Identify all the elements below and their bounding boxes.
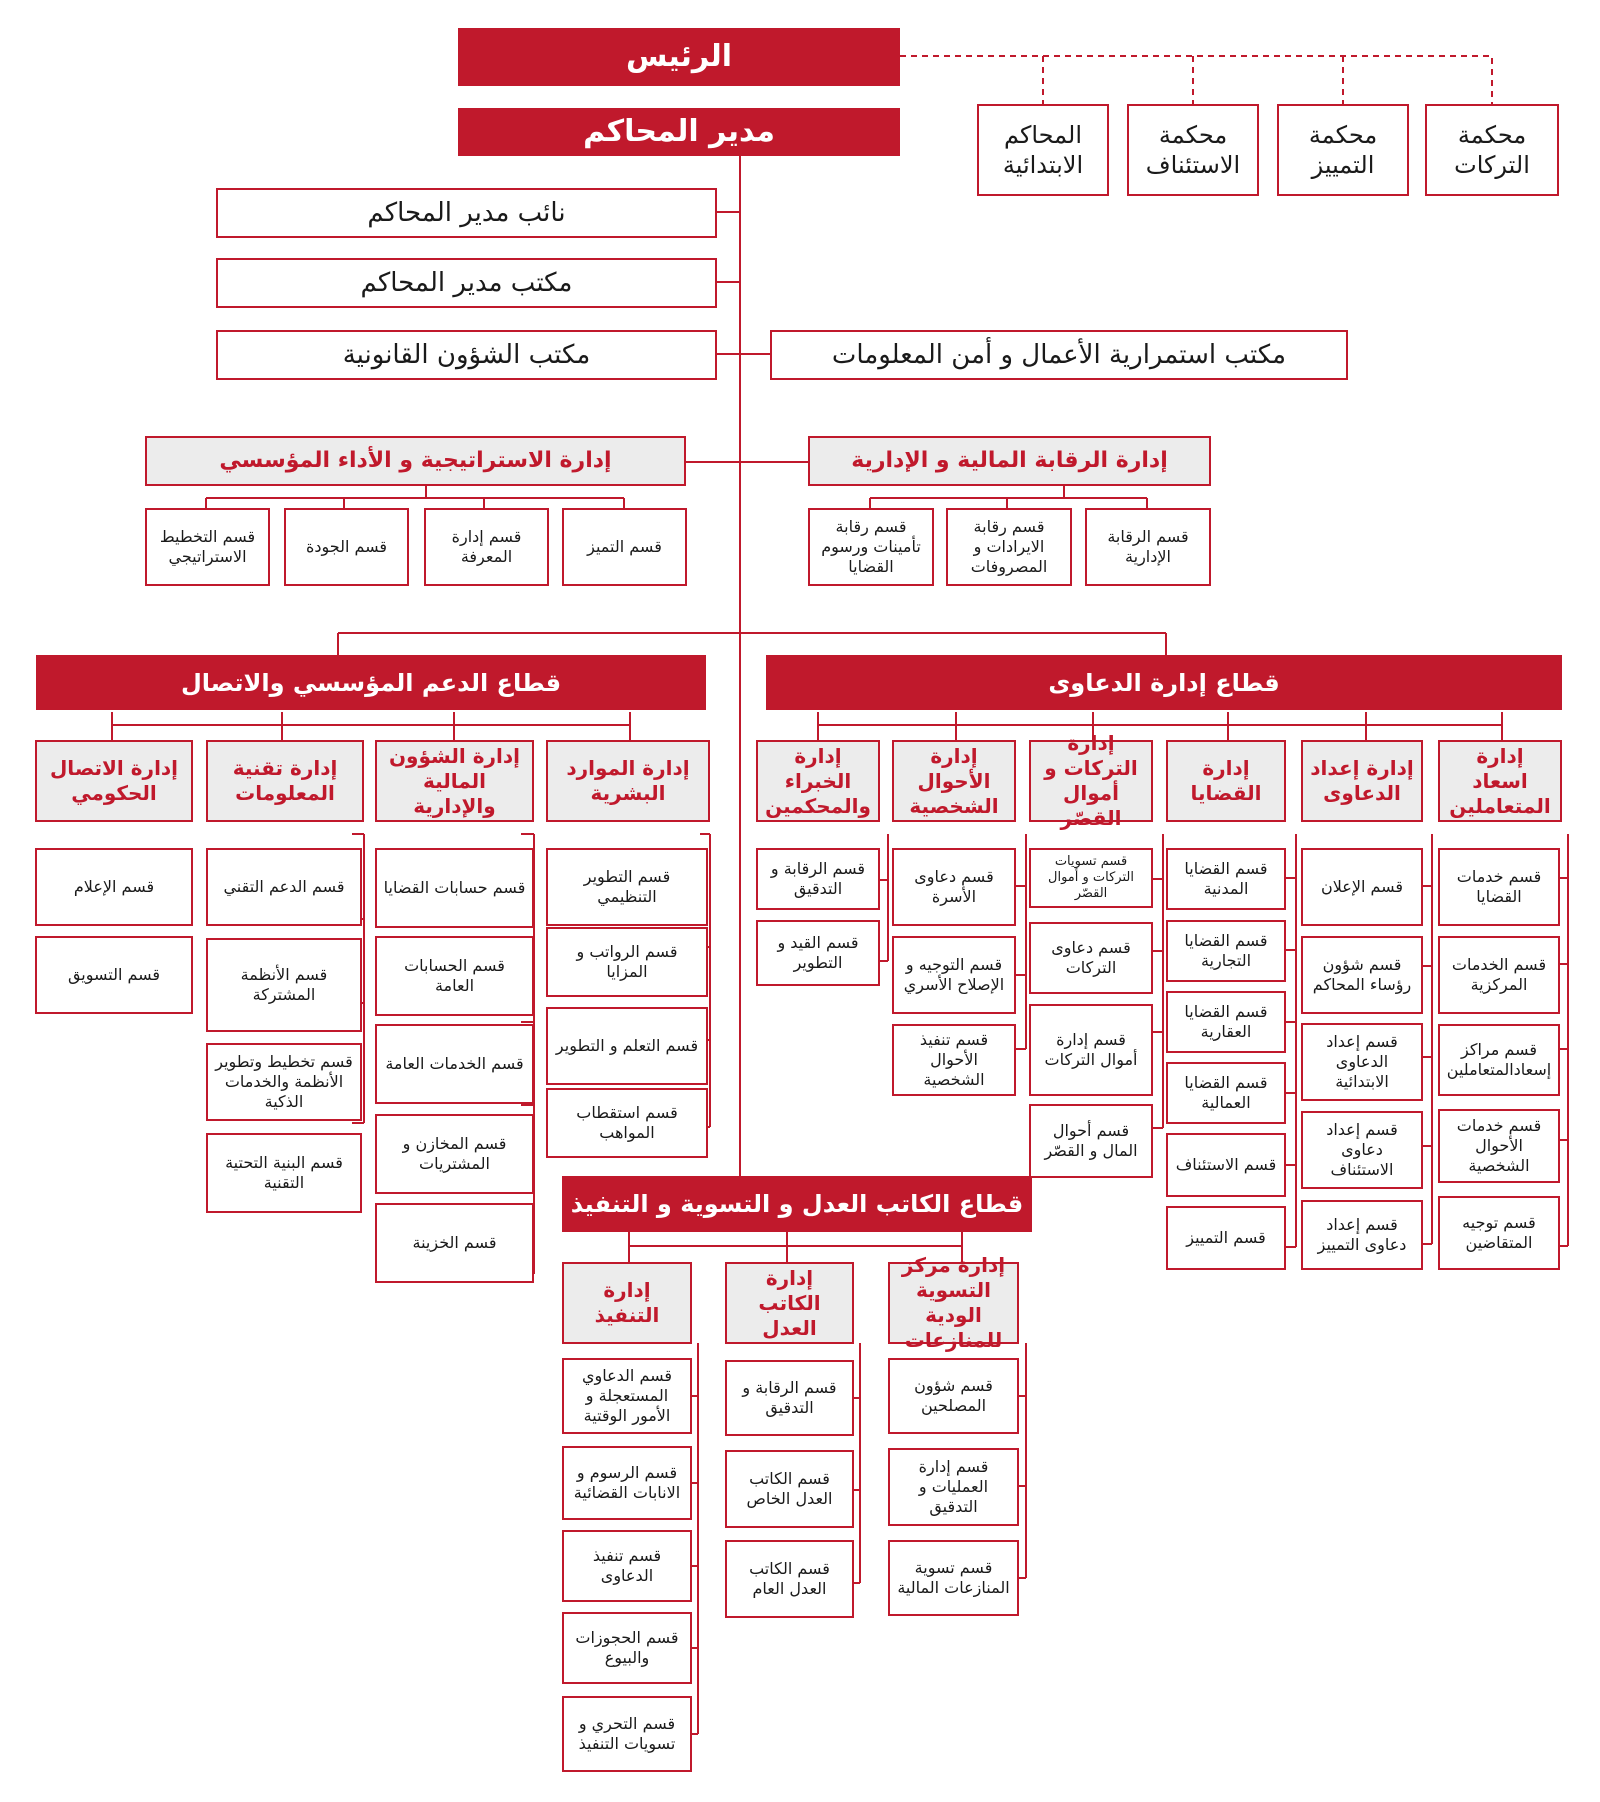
section-stores-purchasing: قسم المخازن و المشتريات (375, 1114, 534, 1194)
section-personal-status-services: قسم خدمات الأحوال الشخصية (1438, 1109, 1560, 1183)
deputy-director-office: نائب مدير المحاكم (216, 188, 717, 238)
section-minors-funds: قسم أحوال المال و القصّر (1029, 1104, 1153, 1178)
support-sector-box: قطاع الدعم المؤسسي والاتصال (36, 655, 706, 710)
section-infrastructure: قسم البنية التحتية التقنية (206, 1133, 362, 1213)
section-inheritance-funds: قسم إدارة أموال التركات (1029, 1004, 1153, 1096)
dept-finance-admin: إدارة الشؤون المالية والإدارية (375, 740, 534, 822)
section-labour-cases: قسم القضايا العمالية (1166, 1062, 1286, 1124)
dept-case-preparation: إدارة إعداد الدعاوى (1301, 740, 1423, 822)
courts-director-box: مدير المحاكم (458, 108, 900, 156)
director-office: مكتب مدير المحاكم (216, 258, 717, 308)
business-continuity-office: مكتب استمرارية الأعمال و أمن المعلومات (770, 330, 1348, 380)
section-inheritance-settlements: قسم تسويات التركات و أموال القصّر (1029, 848, 1153, 908)
section-appeal: قسم الاستئناف (1166, 1133, 1286, 1197)
section-happiness-centers: قسم مراكز إسعادالمتعاملين (1438, 1024, 1560, 1096)
audit-section-revenue: قسم رقابة الايرادات و المصروفات (946, 508, 1072, 586)
dept-notary: إدارة الكاتب العدل (725, 1262, 854, 1344)
section-primary-case-prep: قسم إعداد الدعاوى الابتدائية (1301, 1023, 1423, 1101)
section-case-enforcement: قسم تنفيذ الدعاوى (562, 1530, 692, 1602)
strategy-section-planning: قسم التخطيط الاستراتيجي (145, 508, 270, 586)
court-cassation: محكمة التمييز (1277, 104, 1409, 196)
section-general-services: قسم الخدمات العامة (375, 1024, 534, 1104)
dept-it: إدارة تقنية المعلومات (206, 740, 364, 822)
section-cassation-case-prep: قسم إعداد دعاوى التمييز (1301, 1200, 1423, 1270)
audit-section-insurance: قسم رقابة تأمينات ورسوم القضايا (808, 508, 934, 586)
section-civil-cases: قسم القضايا المدنية (1166, 848, 1286, 910)
section-public-notary: قسم الكاتب العدل العام (725, 1540, 854, 1618)
section-real-estate-cases: قسم القضايا العقارية (1166, 991, 1286, 1053)
section-treasury: قسم الخزينة (375, 1203, 534, 1283)
section-announcement: قسم الإعلان (1301, 848, 1423, 926)
section-litigants-guidance: قسم توجيه المتقاضين (1438, 1196, 1560, 1270)
section-investigation-settlements: قسم التحري و تسويات التنفيذ (562, 1696, 692, 1772)
section-general-accounts: قسم الحسابات العامة (375, 936, 534, 1016)
section-experts-audit: قسم الرقابة و التدقيق (756, 848, 880, 910)
section-financial-disputes: قسم تسوية المنازعات المالية (888, 1540, 1019, 1616)
section-shared-systems: قسم الأنظمة المشتركة (206, 938, 362, 1032)
notary-sector-box: قطاع الكاتب العدل و التسوية و التنفيذ (562, 1176, 1032, 1232)
section-seizures-sales: قسم الحجوزات والبيوع (562, 1612, 692, 1684)
dept-hr: إدارة الموارد البشرية (546, 740, 710, 822)
dept-amicable-settlement: إدارة مركز التسوية الودية للمنازعات (888, 1262, 1019, 1344)
section-tech-support: قسم الدعم التقني (206, 848, 362, 926)
section-cassation: قسم التمييز (1166, 1206, 1286, 1270)
audit-dept-box: إدارة الرقابة المالية و الإدارية (808, 436, 1211, 486)
strategy-section-quality: قسم الجودة (284, 508, 409, 586)
section-judicial-fees: قسم الرسوم و الانابات القضائية (562, 1446, 692, 1520)
court-primary: المحاكم الابتدائية (977, 104, 1109, 196)
dept-personal-status: إدارة الأحوال الشخصية (892, 740, 1016, 822)
section-salaries-benefits: قسم الرواتب و المزايا (546, 927, 708, 997)
section-experts-registration: قسم القيد و التطوير (756, 920, 880, 986)
section-inheritance-cases: قسم دعاوى التركات (1029, 922, 1153, 994)
strategy-dept-box: إدارة الاستراتيجية و الأداء المؤسسي (145, 436, 686, 486)
court-inheritance: محكمة التركات (1425, 104, 1559, 196)
section-private-notary: قسم الكاتب العدل الخاص (725, 1450, 854, 1528)
president-box: الرئيس (458, 28, 900, 86)
dept-gov-communication: إدارة الاتصال الحكومي (35, 740, 193, 822)
section-family-guidance: قسم التوجيه و الإصلاح الأسري (892, 936, 1016, 1014)
section-central-services: قسم الخدمات المركزية (1438, 936, 1560, 1014)
section-appeal-case-prep: قسم إعداد دعاوى الاستئناف (1301, 1111, 1423, 1189)
dept-inheritance: إدارة التركات و أموال القصّر (1029, 740, 1153, 822)
section-marketing: قسم التسويق (35, 936, 193, 1014)
section-commercial-cases: قسم القضايا التجارية (1166, 920, 1286, 982)
cases-sector-box: قطاع إدارة الدعاوى (766, 655, 1562, 710)
section-org-development: قسم التطوير التنظيمي (546, 848, 708, 926)
section-learning-development: قسم التعلم و التطوير (546, 1007, 708, 1085)
legal-affairs-office: مكتب الشؤون القانونية (216, 330, 717, 380)
dept-customer-happiness: إدارة اسعاد المتعاملين (1438, 740, 1562, 822)
section-media: قسم الإعلام (35, 848, 193, 926)
section-conciliators-affairs: قسم شؤون المصلحين (888, 1358, 1019, 1434)
section-case-services: قسم خدمات القضايا (1438, 848, 1560, 926)
section-urgent-cases: قسم الدعاوي المستعجلة و الأمور الوقتية (562, 1358, 692, 1434)
section-talent-acquisition: قسم استقطاب المواهب (546, 1088, 708, 1158)
court-appeal: محكمة الاستئناف (1127, 104, 1259, 196)
strategy-section-knowledge: قسم إدارة المعرفة (424, 508, 549, 586)
strategy-section-excellence: قسم التميز (562, 508, 687, 586)
dept-experts: إدارة الخبراء والمحكمين (756, 740, 880, 822)
audit-section-administrative: قسم الرقابة الإدارية (1085, 508, 1211, 586)
section-smart-services: قسم تخطيط وتطوير الأنظمة والخدمات الذكية (206, 1043, 362, 1121)
section-operations-audit: قسم إدارة العمليات و التدقيق (888, 1448, 1019, 1526)
section-notary-audit: قسم الرقابة و التدقيق (725, 1360, 854, 1436)
section-personal-status-enforcement: قسم تنفيذ الأحوال الشخصية (892, 1024, 1016, 1096)
section-family-cases: قسم دعاوى الأسرة (892, 848, 1016, 926)
dept-enforcement: إدارة التنفيذ (562, 1262, 692, 1344)
dept-cases: إدارة القضايا (1166, 740, 1286, 822)
section-court-presidents: قسم شؤون رؤساء المحاكم (1301, 936, 1423, 1014)
section-case-accounts: قسم حسابات القضايا (375, 848, 534, 928)
